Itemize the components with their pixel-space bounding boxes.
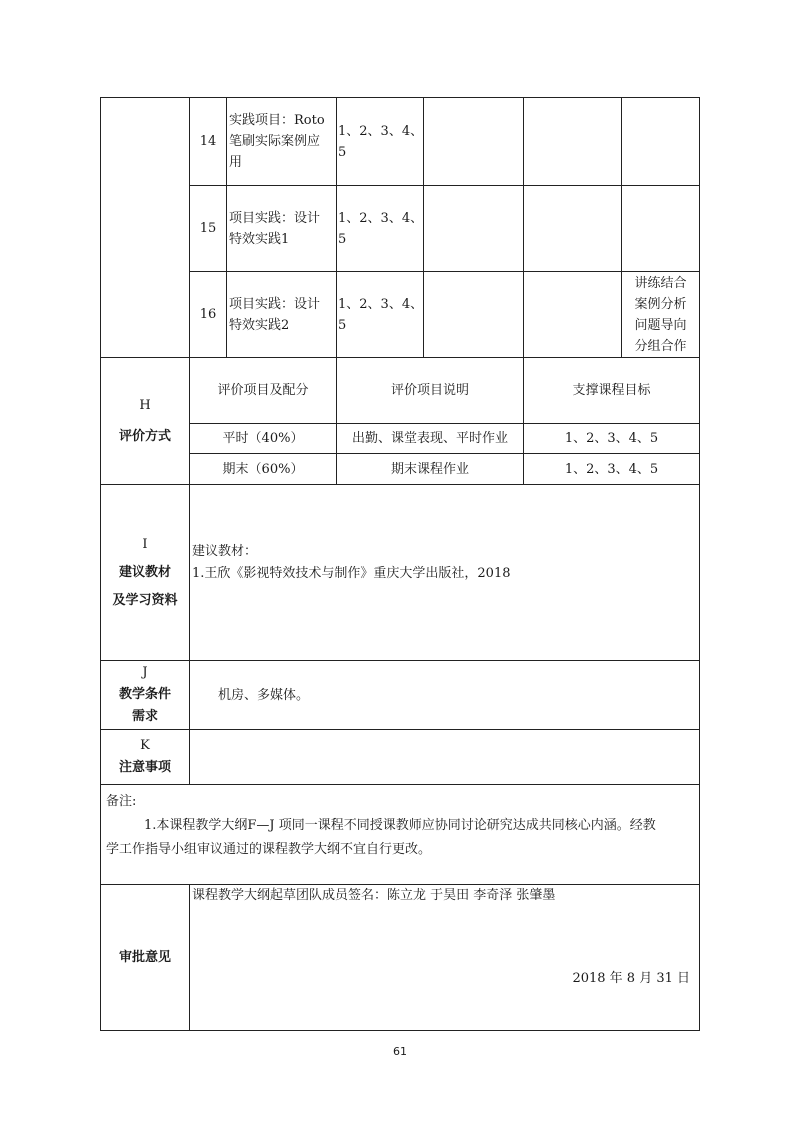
- eval-header-goals: 支撑课程目标: [572, 383, 651, 398]
- course-goals: 1、2、3、4、5: [338, 123, 424, 160]
- eval-desc: 期末课程作业: [390, 461, 469, 477]
- conditions-content: 机房、多媒体。: [218, 687, 310, 703]
- teaching-content: 实践项目：Roto 笔刷实际案例应 用: [229, 113, 325, 170]
- eval-header-desc: 评价项目说明: [390, 383, 469, 398]
- section-title-cont: 及学习资料: [112, 592, 178, 608]
- section-code: I: [142, 536, 148, 552]
- week-number: 16: [199, 307, 217, 322]
- materials-item: 1.王欣《影视特效技术与制作》重庆大学出版社，2018: [192, 566, 511, 581]
- section-title: 注意事项: [118, 760, 171, 775]
- remarks-label: 备注:: [106, 794, 137, 809]
- approval-title: 审批意见: [118, 950, 171, 965]
- section-title: 建议教材: [118, 564, 171, 580]
- remarks-line-cont: 学工作指导小组审议通过的课程教学大纲不宜自行更改。: [106, 842, 432, 857]
- eval-goals: 1、2、3、4、5: [564, 431, 659, 446]
- eval-header-item: 评价项目及配分: [217, 383, 309, 398]
- course-goals: 1、2、3、4、5: [338, 296, 424, 333]
- approval-signatures: 课程教学大纲起草团队成员签名：陈立龙 于昊田 李奇泽 张肇墨: [192, 888, 556, 903]
- eval-item: 期末（60%）: [222, 461, 304, 477]
- eval-item: 平时（40%）: [222, 431, 304, 446]
- section-j-label: [101, 661, 189, 729]
- remarks-line: 1.本课程教学大纲F—J 项同一课程不同授课教师应协同讨论研究达成共同核心内涵。经教: [144, 818, 656, 833]
- section-code: K: [140, 738, 150, 753]
- materials-heading: 建议教材：: [192, 544, 258, 559]
- week-number: 15: [199, 221, 217, 236]
- page-number: 61: [393, 1045, 407, 1058]
- eval-desc: 出勤、课堂表现、平时作业: [351, 431, 508, 446]
- section-k-label: [101, 730, 189, 784]
- week-number: 14: [199, 134, 217, 149]
- approval-date: 2018 年 8 月 31 日: [572, 971, 690, 986]
- eval-goals: 1、2、3、4、5: [564, 461, 659, 477]
- teaching-content: 项目实践：设计 特效实践1: [229, 210, 321, 247]
- section-code: J: [142, 665, 148, 680]
- section-h-label: [101, 358, 189, 484]
- section-code: H: [139, 398, 151, 413]
- section-title: 评价方式: [118, 429, 171, 444]
- section-title-cont: 需求: [131, 709, 158, 724]
- teaching-content: 项目实践：设计 特效实践2: [229, 296, 321, 333]
- notes-content: [192, 730, 692, 784]
- course-goals: 1、2、3、4、5: [338, 210, 424, 247]
- materials-content: [192, 541, 692, 585]
- section-i-label: [101, 485, 189, 660]
- remarks-block: [106, 790, 696, 862]
- teaching-method: 讲练结合 案例分析 问题导向 分组合作: [634, 275, 687, 354]
- section-title: 教学条件: [118, 687, 171, 702]
